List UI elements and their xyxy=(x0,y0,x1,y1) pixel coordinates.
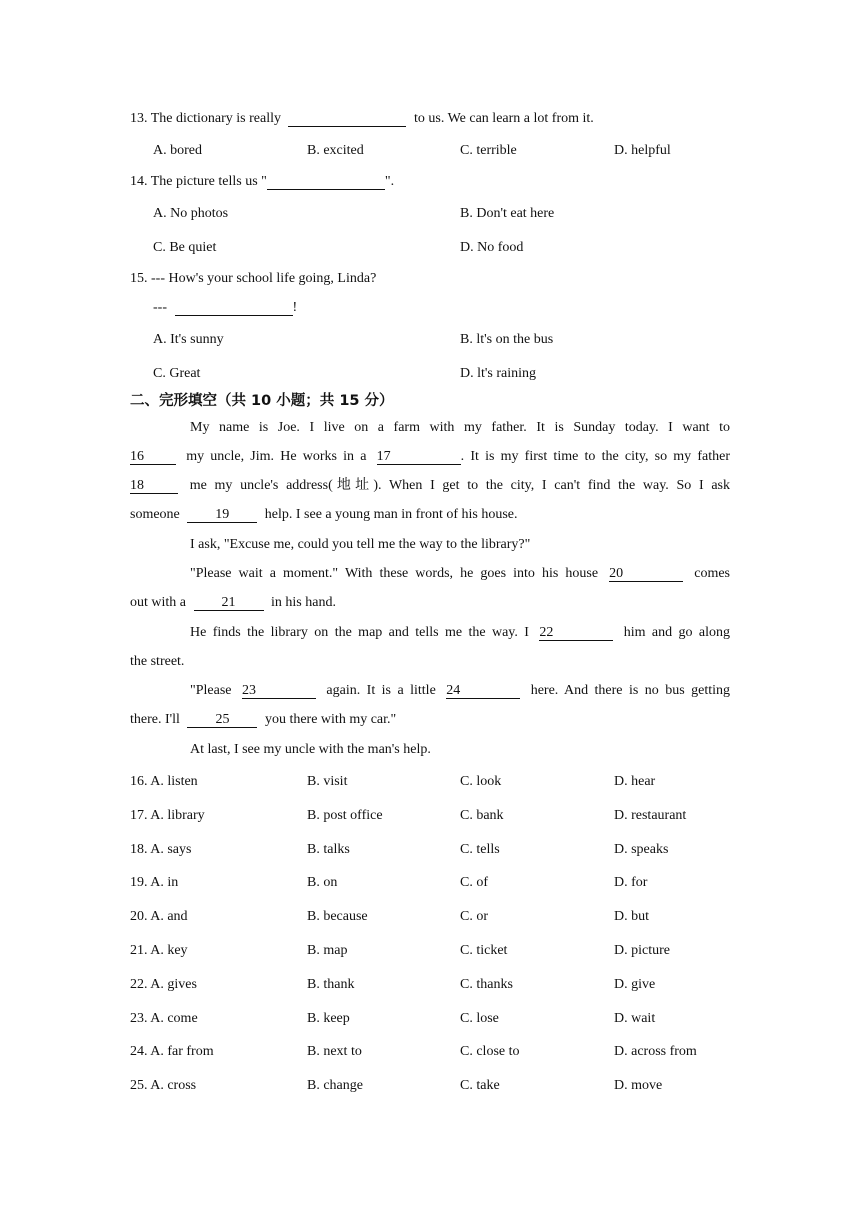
blank-21: 21 xyxy=(194,595,264,611)
blank-23: 23 xyxy=(242,683,316,699)
cloze-q21-option-b: B. map xyxy=(307,943,348,958)
passage-line-1 xyxy=(190,419,730,437)
cloze-q19-option-a: 19. A. in xyxy=(130,875,179,891)
passage-p5-l2a: there. I'll xyxy=(130,712,180,727)
q13-stem-after: to us. We can learn a lot from it. xyxy=(413,111,594,126)
blank-25: 25 xyxy=(187,712,257,728)
passage-line-3 xyxy=(130,477,730,495)
question-13-stem xyxy=(130,110,594,128)
q14-stem-after: ". xyxy=(384,174,395,189)
passage-line-2 xyxy=(130,448,730,466)
cloze-q22-option-c: C. thanks xyxy=(460,976,513,992)
q15-option-a: A. It's sunny xyxy=(153,332,224,347)
cloze-q24-option-c: C. close to xyxy=(460,1044,520,1060)
passage-line-6 xyxy=(190,565,730,583)
passage-p3-l2b: in his hand. xyxy=(271,595,336,610)
q15-option-b: B. lt's on the bus xyxy=(460,332,554,347)
cloze-q23-option-b: B. keep xyxy=(307,1010,350,1026)
q13-stem-before: 13. The dictionary is really xyxy=(130,111,281,126)
passage-line-7 xyxy=(130,594,336,612)
cloze-q17-option-b: B. post office xyxy=(307,807,383,823)
q14-option-c: C. Be quiet xyxy=(153,240,217,255)
cloze-q19-option-d: D. for xyxy=(614,875,648,891)
passage-p1-l4b: help. I see a young man in front of his house. xyxy=(264,507,518,522)
cloze-q23-option-c: C. lose xyxy=(460,1010,499,1026)
cloze-q24-option-b: B. next to xyxy=(307,1044,362,1060)
cloze-q16-option-d: D. hear xyxy=(614,774,656,789)
passage-p5-l1c: here. And there is no bus getting xyxy=(530,683,730,698)
q15-reply-dashes: --- xyxy=(153,300,167,315)
cloze-q20-option-d: D. but xyxy=(614,909,649,925)
passage-line-10 xyxy=(190,682,730,700)
blank-22: 22 xyxy=(539,625,613,641)
passage-p3-l1b: comes xyxy=(694,566,730,581)
passage-p5-l2b: you there with my car." xyxy=(264,712,397,727)
q13-option-a: A. bored xyxy=(153,143,202,158)
passage-p3-l1a: "Please wait a moment." With these words, he goes into his house xyxy=(190,566,599,581)
passage-p5-l1b: again. It is a little xyxy=(326,683,436,698)
cloze-q23-option-d: D. wait xyxy=(614,1010,656,1026)
cloze-q25-option-d: D. move xyxy=(614,1078,663,1094)
cloze-q16-option-c: C. look xyxy=(460,774,502,789)
q15-blank xyxy=(175,300,293,316)
blank-19: 19 xyxy=(187,507,257,523)
cloze-q19-option-b: B. on xyxy=(307,875,338,891)
passage-p5-l1a: "Please xyxy=(190,683,232,698)
cloze-q16-option-a: 16. A. listen xyxy=(130,774,198,789)
cloze-q17-option-c: C. bank xyxy=(460,807,504,823)
passage-p1-l3a: me my uncle's address(地址). When I get to the city, I can't find the way. So I ask xyxy=(189,478,730,493)
cloze-q18-option-b: B. talks xyxy=(307,841,350,857)
passage-p1-l4a: someone xyxy=(130,507,180,522)
cloze-q21-option-d: D. picture xyxy=(614,943,670,958)
passage-p4-l1b: him and go along xyxy=(623,625,730,640)
cloze-q24-option-d: D. across from xyxy=(614,1044,697,1060)
question-14-stem xyxy=(130,173,394,191)
cloze-q25-option-b: B. change xyxy=(307,1078,363,1094)
passage-p4-l1a: He finds the library on the map and tells me the way. I xyxy=(190,625,529,640)
q13-option-b: B. excited xyxy=(307,143,364,158)
cloze-q20-option-c: C. or xyxy=(460,909,488,925)
question-15-stem: 15. --- How's your school life going, Linda? xyxy=(130,271,377,286)
passage-line-4 xyxy=(130,506,518,524)
passage-line-5: I ask, "Excuse me, could you tell me the way to the library?" xyxy=(190,537,531,552)
cloze-q21-option-a: 21. A. key xyxy=(130,943,188,958)
q13-option-c: C. terrible xyxy=(460,143,517,158)
cloze-q22-option-a: 22. A. gives xyxy=(130,976,197,992)
cloze-q17-option-a: 17. A. library xyxy=(130,807,205,823)
cloze-q18-option-c: C. tells xyxy=(460,841,500,857)
passage-line-9: the street. xyxy=(130,654,185,669)
q13-blank xyxy=(288,111,406,127)
q14-stem-before: 14. The picture tells us " xyxy=(130,174,267,189)
blank-18: 18 xyxy=(130,478,178,494)
passage-line-11 xyxy=(130,711,396,729)
passage-p3-l2a: out with a xyxy=(130,595,186,610)
blank-16: 16 xyxy=(130,449,176,465)
q15-option-d: D. lt's raining xyxy=(460,366,537,381)
q14-option-b: B. Don't eat here xyxy=(460,206,555,221)
cloze-q25-option-c: C. take xyxy=(460,1078,500,1094)
cloze-q23-option-a: 23. A. come xyxy=(130,1010,198,1026)
passage-p1-l1: My name is Joe. I live on a farm with my father. It is Sunday today. I want to xyxy=(190,420,730,435)
passage-p1-l2b: . It is my first time to the city, so my father xyxy=(460,449,731,464)
q15-reply xyxy=(153,299,297,317)
blank-20: 20 xyxy=(609,566,683,582)
cloze-q20-option-a: 20. A. and xyxy=(130,909,188,925)
passage-line-8 xyxy=(190,624,730,642)
cloze-q20-option-b: B. because xyxy=(307,909,368,925)
q14-option-d: D. No food xyxy=(460,240,524,255)
blank-17: 17 xyxy=(377,449,461,465)
cloze-q25-option-a: 25. A. cross xyxy=(130,1078,197,1094)
cloze-q22-option-d: D. give xyxy=(614,976,656,992)
cloze-q24-option-a: 24. A. far from xyxy=(130,1044,214,1060)
q14-blank xyxy=(267,174,385,190)
cloze-q19-option-c: C. of xyxy=(460,875,488,891)
cloze-q21-option-c: C. ticket xyxy=(460,943,508,958)
cloze-q18-option-d: D. speaks xyxy=(614,841,669,857)
cloze-q22-option-b: B. thank xyxy=(307,976,355,992)
q15-option-c: C. Great xyxy=(153,366,201,381)
q13-option-d: D. helpful xyxy=(614,143,671,158)
cloze-q17-option-d: D. restaurant xyxy=(614,807,687,823)
cloze-q18-option-a: 18. A. says xyxy=(130,841,192,857)
passage-p1-l2a: my uncle, Jim. He works in a xyxy=(186,449,367,464)
q15-reply-after: ! xyxy=(292,300,298,315)
section-2-heading: 二、完形填空（共 10 小题；共 15 分） xyxy=(130,393,394,409)
q14-option-a: A. No photos xyxy=(153,206,229,221)
cloze-q16-option-b: B. visit xyxy=(307,774,348,789)
blank-24: 24 xyxy=(446,683,520,699)
passage-line-12: At last, I see my uncle with the man's help. xyxy=(190,742,431,757)
